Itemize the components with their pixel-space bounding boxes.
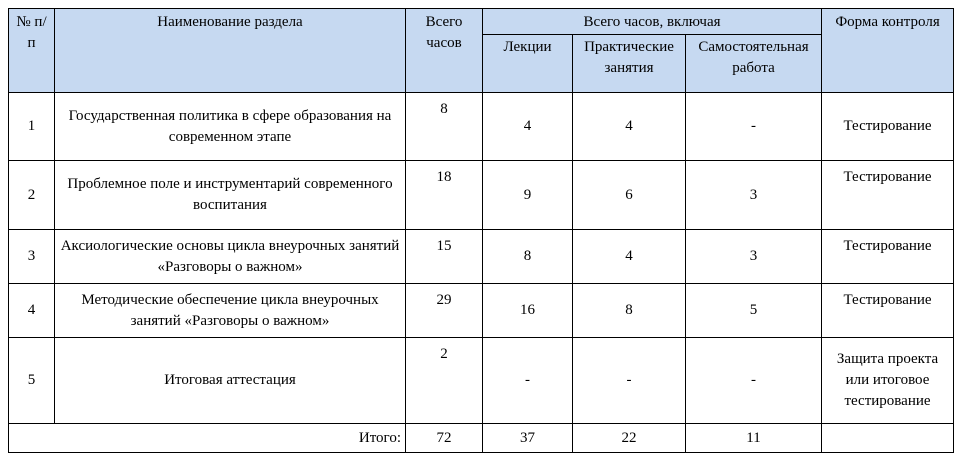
row-lectures: 8 [483, 230, 573, 284]
header-section-name: Наименование раздела [55, 9, 406, 93]
row-practical: 6 [573, 161, 686, 230]
row-independent: 5 [686, 284, 822, 338]
table-row [9, 230, 954, 284]
row-section-name: Методические обеспечение цикла внеурочных занятий «Разговоры о важном» [55, 284, 406, 338]
row-practical: - [573, 338, 686, 424]
table-row [9, 338, 954, 424]
header-control-form: Форма контроля [822, 9, 954, 93]
row-control-form: Защита проекта или итоговое тестирование [822, 338, 954, 424]
totals-control-form [822, 424, 954, 453]
row-control-form: Тестирование [822, 230, 954, 284]
header-num: № п/п [9, 9, 55, 93]
row-num: 3 [9, 230, 55, 284]
row-practical: 8 [573, 284, 686, 338]
totals-total-hours: 72 [406, 424, 483, 453]
row-total-hours: 29 [406, 284, 483, 338]
row-lectures: 16 [483, 284, 573, 338]
row-independent: 3 [686, 161, 822, 230]
row-total-hours: 8 [406, 93, 483, 161]
row-total-hours: 15 [406, 230, 483, 284]
row-control-form: Тестирование [822, 284, 954, 338]
row-control-form: Тестирование [822, 161, 954, 230]
table-row [9, 93, 954, 161]
totals-row [9, 424, 954, 453]
row-independent: - [686, 93, 822, 161]
row-lectures: 4 [483, 93, 573, 161]
table-row [9, 161, 954, 230]
row-total-hours: 2 [406, 338, 483, 424]
row-independent: 3 [686, 230, 822, 284]
table-row [9, 284, 954, 338]
header-total-hours: Всего часов [406, 9, 483, 93]
row-num: 5 [9, 338, 55, 424]
totals-independent: 11 [686, 424, 822, 453]
header-independent: Самостоятельная работа [686, 35, 822, 93]
totals-lectures: 37 [483, 424, 573, 453]
curriculum-table [8, 8, 954, 453]
header-practical: Практические занятия [573, 35, 686, 93]
row-lectures: 9 [483, 161, 573, 230]
row-section-name: Проблемное поле и инструментарий современного воспитания [55, 161, 406, 230]
header-lectures: Лекции [483, 35, 573, 93]
row-independent: - [686, 338, 822, 424]
row-num: 4 [9, 284, 55, 338]
row-num: 1 [9, 93, 55, 161]
row-lectures: - [483, 338, 573, 424]
totals-practical: 22 [573, 424, 686, 453]
totals-label: Итого: [9, 424, 406, 453]
row-total-hours: 18 [406, 161, 483, 230]
row-practical: 4 [573, 230, 686, 284]
row-section-name: Государственная политика в сфере образования на современном этапе [55, 93, 406, 161]
row-num: 2 [9, 161, 55, 230]
row-control-form: Тестирование [822, 93, 954, 161]
row-section-name: Итоговая аттестация [55, 338, 406, 424]
header-including: Всего часов, включая [483, 9, 822, 35]
row-section-name: Аксиологические основы цикла внеурочных занятий «Разговоры о важном» [55, 230, 406, 284]
row-practical: 4 [573, 93, 686, 161]
